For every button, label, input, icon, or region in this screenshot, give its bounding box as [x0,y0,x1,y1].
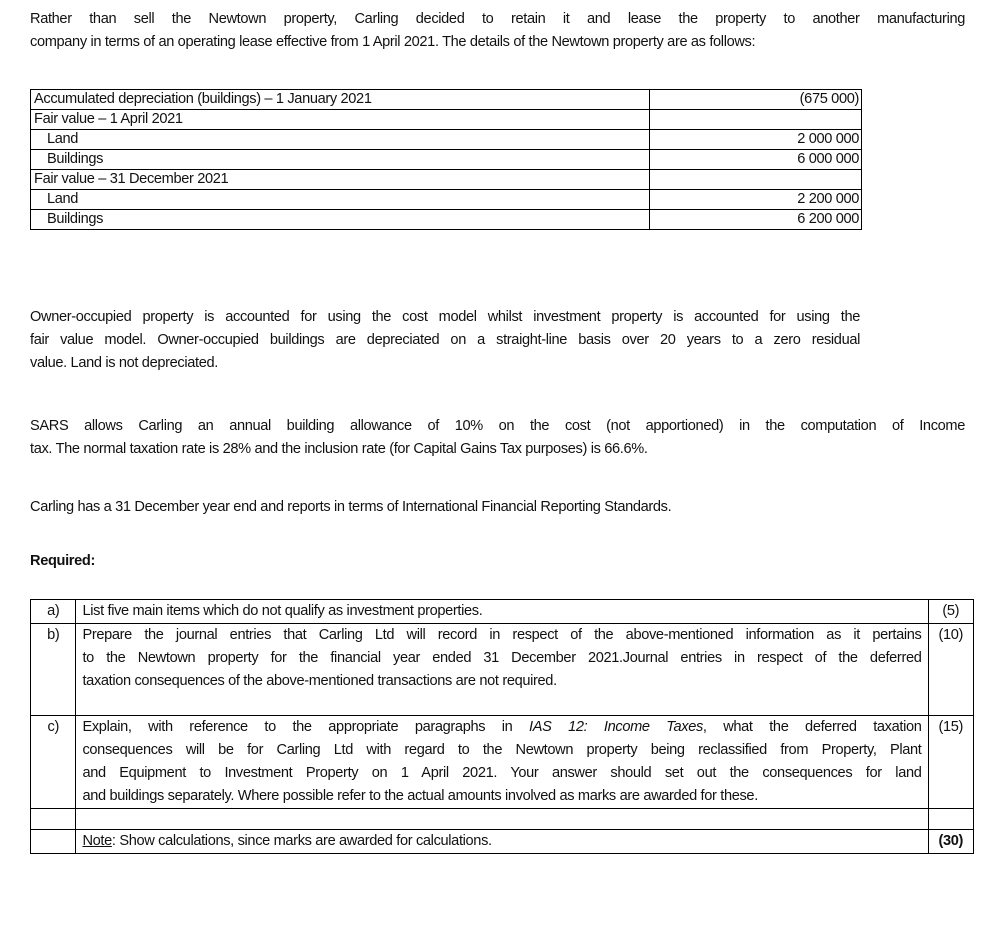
requirement-b-line-3: taxation consequences of the above-mentioned transactions are not required. [82,673,557,689]
requirement-marks: (15) [928,716,974,809]
sars-line-2: tax. The normal taxation rate is 28% and the inclusion rate (for Capital Gains Tax purposes) is 66.6%. [30,441,648,457]
details-value: (675 000) [649,90,861,110]
details-value: 2 200 000 [649,190,861,210]
blank-cell [76,809,928,830]
details-row [31,90,862,110]
blank-cell [31,809,76,830]
required-heading: Required: [30,553,95,569]
ias12-reference: IAS 12: Income Taxes [529,719,703,735]
note-body: : Show calculations, since marks are awarded for calculations. [111,833,492,849]
requirement-marks: (10) [928,624,974,716]
blank-cell [928,809,974,830]
details-row [31,150,862,170]
details-label: Land [31,190,650,210]
requirement-b-line-1: Prepare the journal entries that Carling Ltd will record in respect of the above-mentioned information as it pertains [82,627,922,643]
requirement-letter: c) [31,716,76,809]
sars-paragraph [30,415,965,461]
details-value [649,170,861,190]
requirement-text [76,624,928,716]
year-end-paragraph: Carling has a 31 December year end and reports in terms of International Financial Reporting Standards. [30,499,672,515]
details-value: 2 000 000 [649,130,861,150]
requirement-c-line-1-end: , what the deferred taxation [702,719,922,735]
property-details-table [30,89,862,230]
sars-line-1: SARS allows Carling an annual building allowance of 10% on the cost (not apportioned) in the computation of Income [30,418,965,434]
requirement-c-line-1 [82,716,921,739]
requirement-row-c [31,716,974,809]
requirement-c-line-3: and Equipment to Investment Property on 1 April 2021. Your answer should set out the consequences for land [82,765,922,781]
details-label: Fair value – 1 April 2021 [31,110,650,130]
details-label: Accumulated depreciation (buildings) – 1 January 2021 [31,90,650,110]
details-value: 6 000 000 [649,150,861,170]
details-label: Land [31,130,650,150]
requirement-c-line-4: and buildings separately. Where possible refer to the actual amounts involved as marks are awarded for these. [82,788,758,804]
policy-line-3: value. Land is not depreciated. [30,355,218,371]
blank-row [31,809,974,830]
requirement-text: List five main items which do not qualify as investment properties. [76,600,928,624]
blank-cell [31,830,76,854]
policy-line-2: fair value model. Owner-occupied buildings are depreciated on a straight-line basis over 20 years to a zero residual [30,332,860,348]
details-row [31,190,862,210]
note-text [76,830,928,854]
details-row [31,170,862,190]
requirement-b-line-2: to the Newtown property for the financial year ended 31 December 2021.Journal entries in respect of the deferred [82,650,922,666]
requirement-c-line-2: consequences will be for Carling Ltd with regard to the Newtown property being reclassified from Property, Plant [82,742,922,758]
policy-line-1: Owner-occupied property is accounted for using the cost model whilst investment property is accounted for using the [30,309,860,325]
details-row [31,110,862,130]
requirement-row-a [31,600,974,624]
intro-line-1: Rather than sell the Newtown property, Carling decided to retain it and lease the property to another manufacturing [30,11,965,27]
total-marks: (30) [928,830,974,854]
note-label: Note [82,833,112,849]
requirement-text [76,716,928,809]
details-label: Buildings [31,210,650,230]
requirement-marks: (5) [928,600,974,624]
requirements-table [30,599,974,854]
note-row [31,830,974,854]
intro-paragraph [30,8,965,54]
details-label: Buildings [31,150,650,170]
details-label: Fair value – 31 December 2021 [31,170,650,190]
requirement-c-line-1-start: Explain, with reference to the appropriate paragraphs in [82,719,513,735]
requirement-row-b [31,624,974,716]
details-value [649,110,861,130]
requirement-letter: b) [31,624,76,716]
accounting-policy-paragraph [30,306,860,375]
requirement-letter: a) [31,600,76,624]
details-value: 6 200 000 [649,210,861,230]
details-row [31,130,862,150]
details-row [31,210,862,230]
intro-line-2: company in terms of an operating lease effective from 1 April 2021. The details of the Newtown property are as follows: [30,34,756,50]
